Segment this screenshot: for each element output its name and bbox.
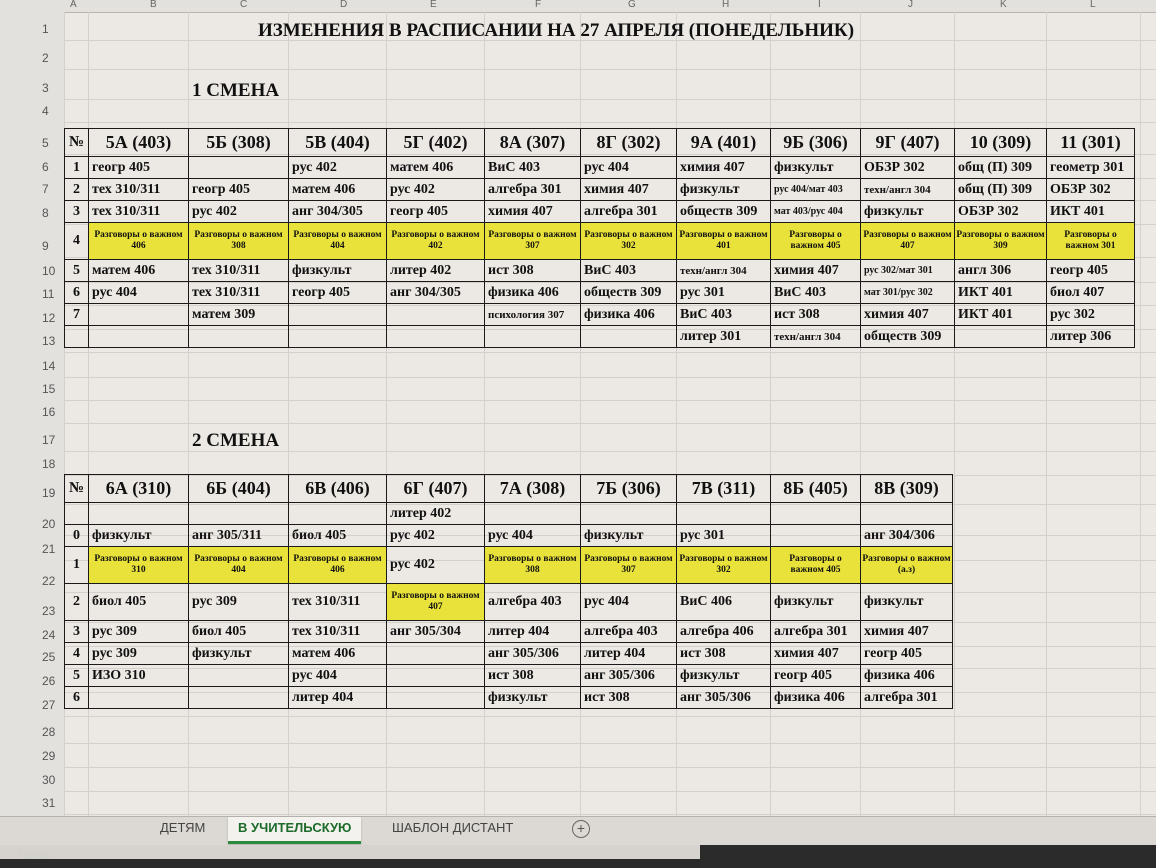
lesson-cell[interactable]: Разговоры о важном 407	[861, 223, 955, 260]
lesson-cell[interactable]: анг 305/306	[677, 687, 771, 709]
lesson-cell[interactable]: рус 404	[581, 584, 677, 621]
lesson-cell[interactable]: ИКТ 401	[1047, 201, 1135, 223]
lesson-cell[interactable]: тех 310/311	[89, 201, 189, 223]
lesson-cell[interactable]: ист 308	[677, 643, 771, 665]
lesson-cell[interactable]: физкульт	[289, 260, 387, 282]
row-header-17[interactable]: 17	[42, 433, 56, 447]
lesson-cell[interactable]: алгебра 301	[771, 621, 861, 643]
lesson-cell[interactable]	[677, 503, 771, 525]
row-header-18[interactable]: 18	[42, 457, 56, 471]
lesson-cell[interactable]: рус 402	[189, 201, 289, 223]
row-header-20[interactable]: 20	[42, 517, 56, 531]
lesson-cell[interactable]	[89, 503, 189, 525]
lesson-cell[interactable]: химия 407	[677, 157, 771, 179]
row-header-5[interactable]: 5	[42, 136, 49, 150]
lesson-cell[interactable]: рус 404	[89, 282, 189, 304]
row-header-30[interactable]: 30	[42, 773, 56, 787]
lesson-cell[interactable]: ИКТ 401	[955, 282, 1047, 304]
lesson-cell[interactable]: рус 402	[387, 179, 485, 201]
lesson-cell[interactable]: геометр 301	[1047, 157, 1135, 179]
lesson-cell[interactable]	[387, 643, 485, 665]
lesson-number[interactable]: 6	[65, 687, 89, 709]
column-header-b[interactable]: B	[150, 0, 157, 10]
lesson-cell[interactable]: психология 307	[485, 304, 581, 326]
lesson-cell[interactable]: анг 305/311	[189, 525, 289, 547]
row-header-14[interactable]: 14	[42, 359, 56, 373]
lesson-cell[interactable]: физкульт	[771, 584, 861, 621]
lesson-cell[interactable]: физкульт	[677, 665, 771, 687]
lesson-cell[interactable]: англ 306	[955, 260, 1047, 282]
lesson-cell[interactable]: Разговоры о важном 309	[955, 223, 1047, 260]
lesson-row	[65, 621, 953, 643]
lesson-cell[interactable]: геогр 405	[89, 157, 189, 179]
lesson-cell[interactable]: биол 405	[89, 584, 189, 621]
lesson-cell[interactable]	[581, 503, 677, 525]
shift-2-schedule-table[interactable]	[64, 474, 953, 709]
lesson-cell[interactable]: тех 310/311	[189, 282, 289, 304]
lesson-row	[65, 260, 1135, 282]
lesson-cell[interactable]: геогр 405	[387, 201, 485, 223]
lesson-cell[interactable]: ИКТ 401	[955, 304, 1047, 326]
lesson-cell[interactable]: рус 404	[289, 665, 387, 687]
status-bar	[0, 845, 1156, 868]
lesson-row	[65, 665, 953, 687]
lesson-cell[interactable]: геогр 405	[771, 665, 861, 687]
lesson-cell[interactable]	[89, 304, 189, 326]
lesson-row	[65, 282, 1135, 304]
row-headers[interactable]	[0, 12, 65, 816]
lesson-cell[interactable]: ист 308	[771, 304, 861, 326]
lesson-number[interactable]: 5	[65, 665, 89, 687]
lesson-cell[interactable]: Разговоры о важном 310	[89, 547, 189, 584]
lesson-cell[interactable]: анг 305/306	[485, 643, 581, 665]
column-header-d[interactable]: D	[340, 0, 348, 10]
lesson-row	[65, 201, 1135, 223]
lesson-cell[interactable]: физкульт	[861, 584, 953, 621]
lesson-cell[interactable]: литер 301	[677, 326, 771, 348]
shift-1-label: 1 СМЕНА	[192, 80, 280, 101]
lesson-cell[interactable]: физкульт	[189, 643, 289, 665]
lesson-cell[interactable]: ВиС 403	[485, 157, 581, 179]
lesson-row	[65, 525, 953, 547]
row-header-19[interactable]: 19	[42, 486, 56, 500]
lesson-cell[interactable]: ист 308	[485, 260, 581, 282]
row-header-12[interactable]: 12	[42, 311, 56, 325]
lesson-cell[interactable]: алгебра 403	[581, 621, 677, 643]
lesson-cell[interactable]: химия 407	[861, 304, 955, 326]
lesson-cell[interactable]: техн/англ 304	[677, 260, 771, 282]
lesson-cell[interactable]: Разговоры о важном 404	[289, 223, 387, 260]
lesson-cell[interactable]: физика 406	[771, 687, 861, 709]
class-header[interactable]: 8Б (405)	[771, 475, 861, 503]
lesson-cell[interactable]: рус 404/мат 403	[771, 179, 861, 201]
lesson-cell[interactable]: Разговоры о важном 406	[89, 223, 189, 260]
class-header[interactable]: 11 (301)	[1047, 129, 1135, 157]
lesson-cell[interactable]: техн/англ 304	[861, 179, 955, 201]
class-header[interactable]: 5А (403)	[89, 129, 189, 157]
class-header[interactable]: 5Г (402)	[387, 129, 485, 157]
lesson-cell[interactable]	[189, 665, 289, 687]
lesson-cell[interactable]: рус 301	[677, 525, 771, 547]
lesson-cell[interactable]: матем 406	[89, 260, 189, 282]
lesson-cell[interactable]	[189, 326, 289, 348]
lesson-cell[interactable]: литер 404	[581, 643, 677, 665]
add-sheet-icon[interactable]: +	[572, 820, 590, 838]
lesson-cell[interactable]: Разговоры о важном 405	[771, 223, 861, 260]
lesson-cell[interactable]: Разговоры о важном 302	[677, 547, 771, 584]
lesson-cell[interactable]: мат 301/рус 302	[861, 282, 955, 304]
lesson-cell[interactable]: общ (П) 309	[955, 179, 1047, 201]
lesson-cell[interactable]: Разговоры о важном 406	[289, 547, 387, 584]
lesson-cell[interactable]: физика 406	[861, 665, 953, 687]
column-header-i[interactable]: I	[818, 0, 821, 10]
lesson-cell[interactable]: физкульт	[581, 525, 677, 547]
lesson-cell[interactable]	[189, 157, 289, 179]
lesson-cell[interactable]: анг 305/304	[387, 621, 485, 643]
lesson-cell[interactable]: Разговоры о важном 308	[189, 223, 289, 260]
lesson-cell[interactable]: тех 310/311	[289, 584, 387, 621]
lesson-cell[interactable]: литер 402	[387, 503, 485, 525]
lesson-cell[interactable]: Разговоры о важном 301	[1047, 223, 1135, 260]
row-header-24[interactable]: 24	[42, 628, 56, 642]
lesson-cell[interactable]: биол 407	[1047, 282, 1135, 304]
lesson-cell[interactable]: биол 405	[289, 525, 387, 547]
class-header[interactable]: 8Г (302)	[581, 129, 677, 157]
lesson-cell[interactable]: ИЗО 310	[89, 665, 189, 687]
lesson-cell[interactable]: анг 305/306	[581, 665, 677, 687]
lesson-cell[interactable]: техн/англ 304	[771, 326, 861, 348]
lesson-cell[interactable]: геогр 405	[289, 282, 387, 304]
lesson-cell[interactable]: Разговоры о важном 405	[771, 547, 861, 584]
lesson-number[interactable]	[65, 326, 89, 348]
lesson-cell[interactable]: рус 404	[485, 525, 581, 547]
column-header-k[interactable]: K	[1000, 0, 1007, 10]
lesson-cell[interactable]: алгебра 301	[861, 687, 953, 709]
lesson-cell[interactable]: тех 310/311	[289, 621, 387, 643]
row-header-23[interactable]: 23	[42, 604, 56, 618]
lesson-row	[65, 223, 1135, 260]
lesson-cell[interactable]: геогр 405	[189, 179, 289, 201]
lesson-cell[interactable]: анг 304/305	[289, 201, 387, 223]
lesson-cell[interactable]: биол 405	[189, 621, 289, 643]
column-header-j[interactable]: J	[908, 0, 913, 10]
lesson-number[interactable]: 1	[65, 547, 89, 584]
lesson-number[interactable]	[65, 503, 89, 525]
lesson-cell[interactable]: общ (П) 309	[955, 157, 1047, 179]
lesson-cell[interactable]: Разговоры о важном 402	[387, 223, 485, 260]
lesson-cell[interactable]: химия 407	[485, 201, 581, 223]
row-header-2[interactable]: 2	[42, 51, 49, 65]
row-header-29[interactable]: 29	[42, 749, 56, 763]
class-header[interactable]: 8В (309)	[861, 475, 953, 503]
column-header-c[interactable]: C	[240, 0, 248, 10]
shift-1-schedule-table[interactable]	[64, 128, 1135, 348]
lesson-cell[interactable]: рус 402	[289, 157, 387, 179]
class-header[interactable]: 8А (307)	[485, 129, 581, 157]
lesson-cell[interactable]	[189, 687, 289, 709]
lesson-number[interactable]: 4	[65, 643, 89, 665]
column-header-g[interactable]: G	[628, 0, 636, 10]
class-header[interactable]: 9Г (407)	[861, 129, 955, 157]
row-header-26[interactable]: 26	[42, 674, 56, 688]
lesson-cell[interactable]: рус 301	[677, 282, 771, 304]
page-title: ИЗМЕНЕНИЯ В РАСПИСАНИИ НА 27 АПРЕЛЯ (ПОНЕДЕЛЬНИК)	[258, 20, 855, 41]
lesson-cell[interactable]: обществ 309	[677, 201, 771, 223]
row-header-15[interactable]: 15	[42, 382, 56, 396]
lesson-row	[65, 157, 1135, 179]
class-header[interactable]: 7В (311)	[677, 475, 771, 503]
lesson-number[interactable]: 4	[65, 223, 89, 260]
lesson-number[interactable]: 0	[65, 525, 89, 547]
class-header[interactable]: 7А (308)	[485, 475, 581, 503]
sheet-tab-v-uchitelskuyu[interactable]: В УЧИТЕЛЬСКУЮ	[228, 817, 361, 844]
lesson-cell[interactable]	[289, 304, 387, 326]
lesson-cell[interactable]: ВиС 403	[771, 282, 861, 304]
lesson-cell[interactable]: алгебра 301	[581, 201, 677, 223]
lesson-cell[interactable]: Разговоры о важном 407	[387, 584, 485, 621]
row-header-1[interactable]: 1	[42, 22, 49, 36]
lesson-cell[interactable]: ОБЗР 302	[955, 201, 1047, 223]
lesson-cell[interactable]: рус 302/мат 301	[861, 260, 955, 282]
class-header[interactable]: 7Б (306)	[581, 475, 677, 503]
lesson-cell[interactable]	[387, 304, 485, 326]
row-header-4[interactable]: 4	[42, 104, 49, 118]
lesson-cell[interactable]: анг 304/306	[861, 525, 953, 547]
lesson-cell[interactable]	[189, 503, 289, 525]
lesson-cell[interactable]: матем 406	[387, 157, 485, 179]
lesson-number[interactable]: 2	[65, 179, 89, 201]
row-header-7[interactable]: 7	[42, 182, 49, 196]
lesson-cell[interactable]	[289, 326, 387, 348]
row-header-31[interactable]: 31	[42, 796, 56, 810]
lesson-cell[interactable]: ВиС 403	[581, 260, 677, 282]
lesson-cell[interactable]: рус 309	[189, 584, 289, 621]
number-header[interactable]: №	[65, 475, 89, 503]
lesson-cell[interactable]: Разговоры о важном (а.з)	[861, 547, 953, 584]
lesson-cell[interactable]: химия 407	[771, 643, 861, 665]
lesson-cell[interactable]: литер 404	[289, 687, 387, 709]
row-header-27[interactable]: 27	[42, 698, 56, 712]
row-header-16[interactable]: 16	[42, 405, 56, 419]
lesson-cell[interactable]: Разговоры о важном 307	[581, 547, 677, 584]
lesson-cell[interactable]: матем 406	[289, 179, 387, 201]
lesson-cell[interactable]: химия 407	[861, 621, 953, 643]
lesson-cell[interactable]: физика 406	[581, 304, 677, 326]
lesson-cell[interactable]: ВиС 406	[677, 584, 771, 621]
lesson-cell[interactable]: Разговоры о важном 401	[677, 223, 771, 260]
lesson-cell[interactable]: ист 308	[485, 665, 581, 687]
column-header-f[interactable]: F	[535, 0, 542, 10]
row-header-13[interactable]: 13	[42, 334, 56, 348]
lesson-cell[interactable]: ОБЗР 302	[861, 157, 955, 179]
lesson-row	[65, 643, 953, 665]
status-text: Готово	[18, 850, 52, 862]
column-headers[interactable]	[0, 0, 1156, 13]
class-header[interactable]: 5В (404)	[289, 129, 387, 157]
class-header[interactable]: 9Б (306)	[771, 129, 861, 157]
lesson-cell[interactable]: литер 306	[1047, 326, 1135, 348]
lesson-cell[interactable]: обществ 309	[581, 282, 677, 304]
row-header-9[interactable]: 9	[42, 239, 49, 253]
class-header[interactable]: 6Г (407)	[387, 475, 485, 503]
column-header-e[interactable]: E	[430, 0, 437, 10]
lesson-row	[65, 179, 1135, 201]
column-header-l[interactable]: L	[1090, 0, 1096, 10]
row-header-10[interactable]: 10	[42, 264, 56, 278]
lesson-cell[interactable]	[485, 503, 581, 525]
lesson-cell[interactable]	[771, 503, 861, 525]
lesson-cell[interactable]	[955, 326, 1047, 348]
lesson-cell[interactable]	[387, 665, 485, 687]
class-header[interactable]: 5Б (308)	[189, 129, 289, 157]
row-header-22[interactable]: 22	[42, 574, 56, 588]
lesson-number[interactable]: 1	[65, 157, 89, 179]
lesson-cell[interactable]: ВиС 403	[677, 304, 771, 326]
lesson-cell[interactable]: рус 402	[387, 547, 485, 584]
lesson-cell[interactable]: тех 310/311	[189, 260, 289, 282]
row-header-3[interactable]: 3	[42, 81, 49, 95]
lesson-number[interactable]: 6	[65, 282, 89, 304]
column-header-a[interactable]: A	[70, 0, 77, 10]
row-header-11[interactable]: 11	[42, 287, 55, 301]
lesson-cell[interactable]: рус 404	[581, 157, 677, 179]
lesson-cell[interactable]: физкульт	[89, 525, 189, 547]
lesson-number[interactable]: 3	[65, 621, 89, 643]
lesson-cell[interactable]: алгебра 301	[485, 179, 581, 201]
lesson-cell[interactable]: обществ 309	[861, 326, 955, 348]
lesson-row	[65, 304, 1135, 326]
number-header[interactable]: №	[65, 129, 89, 157]
lesson-cell[interactable]: физкульт	[485, 687, 581, 709]
lesson-cell[interactable]	[771, 525, 861, 547]
lesson-cell[interactable]: физкульт	[861, 201, 955, 223]
lesson-row	[65, 326, 1135, 348]
lesson-cell[interactable]: рус 302	[1047, 304, 1135, 326]
lesson-cell[interactable]: рус 402	[387, 525, 485, 547]
sheet-tab-bar	[0, 816, 1156, 845]
lesson-number[interactable]: 5	[65, 260, 89, 282]
lesson-cell[interactable]: геогр 405	[861, 643, 953, 665]
lesson-cell[interactable]	[485, 326, 581, 348]
lesson-cell[interactable]: Разговоры о важном 308	[485, 547, 581, 584]
lesson-cell[interactable]	[289, 503, 387, 525]
lesson-cell[interactable]	[387, 326, 485, 348]
sheet-tab-shablon-distant[interactable]: ШАБЛОН ДИСТАНТ	[392, 820, 514, 835]
lesson-number[interactable]: 2	[65, 584, 89, 621]
lesson-cell[interactable]: алгебра 406	[677, 621, 771, 643]
lesson-cell[interactable]: матем 309	[189, 304, 289, 326]
row-header-21[interactable]: 21	[42, 542, 56, 556]
lesson-cell[interactable]: рус 309	[89, 643, 189, 665]
lesson-cell[interactable]: геогр 405	[1047, 260, 1135, 282]
lesson-cell[interactable]: ОБЗР 302	[1047, 179, 1135, 201]
lesson-row	[65, 503, 953, 525]
row-header-8[interactable]: 8	[42, 206, 49, 220]
lesson-cell[interactable]: физкульт	[677, 179, 771, 201]
lesson-cell[interactable]: физика 406	[485, 282, 581, 304]
lesson-cell[interactable]: мат 403/рус 404	[771, 201, 861, 223]
lesson-cell[interactable]: ист 308	[581, 687, 677, 709]
lesson-cell[interactable]: матем 406	[289, 643, 387, 665]
lesson-cell[interactable]: анг 304/305	[387, 282, 485, 304]
lesson-cell[interactable]: физкульт	[771, 157, 861, 179]
lesson-row	[65, 687, 953, 709]
lesson-cell[interactable]: Разговоры о важном 302	[581, 223, 677, 260]
lesson-cell[interactable]	[89, 326, 189, 348]
row-header-6[interactable]: 6	[42, 160, 49, 174]
lesson-cell[interactable]: тех 310/311	[89, 179, 189, 201]
lesson-cell[interactable]: литер 402	[387, 260, 485, 282]
lesson-cell[interactable]	[387, 687, 485, 709]
class-header[interactable]: 9А (401)	[677, 129, 771, 157]
sheet-tab-detyam[interactable]: ДЕТЯМ	[160, 820, 206, 835]
row-header-25[interactable]: 25	[42, 650, 56, 664]
lesson-cell[interactable]: литер 404	[485, 621, 581, 643]
class-header[interactable]: 10 (309)	[955, 129, 1047, 157]
class-header[interactable]: 6В (406)	[289, 475, 387, 503]
lesson-row	[65, 547, 953, 584]
lesson-cell[interactable]: рус 309	[89, 621, 189, 643]
lesson-cell[interactable]: алгебра 403	[485, 584, 581, 621]
row-header-28[interactable]: 28	[42, 725, 56, 739]
lesson-row	[65, 584, 953, 621]
shift-2-label: 2 СМЕНА	[192, 430, 280, 451]
class-header[interactable]: 6Б (404)	[189, 475, 289, 503]
lesson-cell[interactable]: химия 407	[581, 179, 677, 201]
lesson-cell[interactable]	[89, 687, 189, 709]
column-header-h[interactable]: H	[722, 0, 730, 10]
class-header[interactable]: 6А (310)	[89, 475, 189, 503]
lesson-number[interactable]: 3	[65, 201, 89, 223]
lesson-cell[interactable]: химия 407	[771, 260, 861, 282]
lesson-cell[interactable]: Разговоры о важном 404	[189, 547, 289, 584]
lesson-cell[interactable]: Разговоры о важном 307	[485, 223, 581, 260]
lesson-cell[interactable]	[581, 326, 677, 348]
lesson-number[interactable]: 7	[65, 304, 89, 326]
lesson-cell[interactable]	[861, 503, 953, 525]
